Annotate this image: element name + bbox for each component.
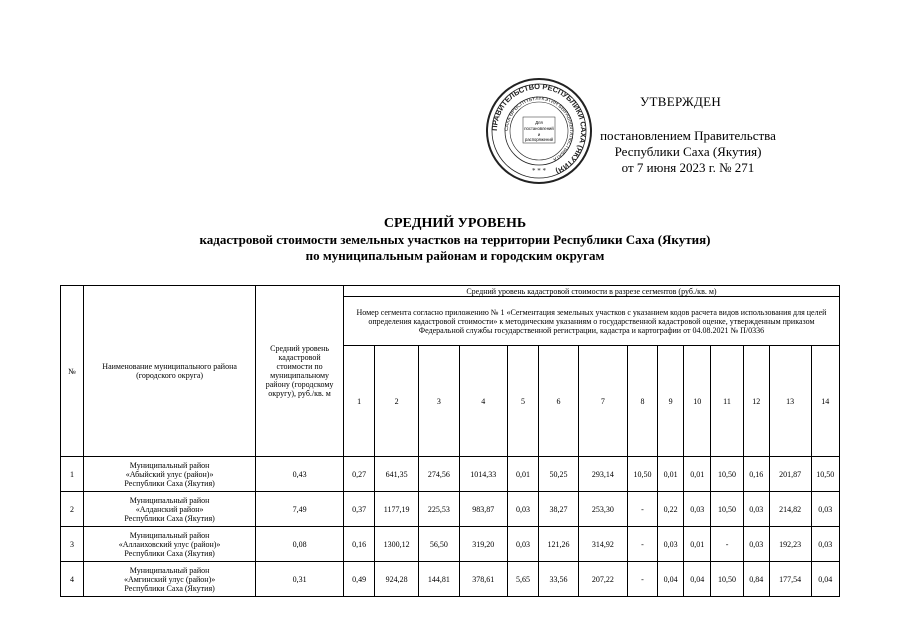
table-row: [61, 457, 840, 492]
segment-value: 10,50: [711, 492, 743, 527]
segment-value: 0,03: [743, 527, 769, 562]
segment-value: 378,61: [459, 562, 507, 597]
official-seal-icon: [485, 77, 593, 185]
segment-number-header: 8: [627, 346, 657, 457]
segment-value: -: [627, 562, 657, 597]
segment-value: -: [711, 527, 743, 562]
header-segment-numbers: Номер сегмента согласно приложению № 1 «Сегментация земельных участков с указанием кодов расчета видов использования для целей определения кадастровой стоимости» к методическим указаниям о государственной кадастровой оценке, утвержденным приказом Федеральной службы государственной регистрации, кадастра и картографии от 04.08.2021 № П/0336: [343, 297, 839, 346]
segment-value: 0,03: [811, 527, 839, 562]
segment-number-header: 10: [684, 346, 711, 457]
segment-value: 0,03: [507, 527, 538, 562]
segment-value: 924,28: [375, 562, 419, 597]
segment-value: 0,04: [811, 562, 839, 597]
segment-value: 0,01: [684, 457, 711, 492]
segment-value: 0,37: [343, 492, 374, 527]
segment-value: 0,04: [684, 562, 711, 597]
segment-value: 10,50: [711, 562, 743, 597]
segment-value: 0,84: [743, 562, 769, 597]
segment-value: 253,30: [578, 492, 627, 527]
segment-value: 0,27: [343, 457, 374, 492]
svg-text:САХА ӨРӨСПҮҮБҮЛҮКЭТИН БЫРАБЫЫТ: САХА ӨРӨСПҮҮБҮЛҮКЭТИН БЫРАБЫЫТАЛЬСТЫБАТА: [503, 95, 575, 163]
svg-text:Для: Для: [535, 120, 543, 125]
segment-value: 319,20: [459, 527, 507, 562]
svg-text:* * *: * * *: [532, 167, 546, 175]
title-line-3: по муниципальным районам и городским округам: [305, 248, 605, 263]
segment-value: 144,81: [419, 562, 460, 597]
district-name-line: Республики Саха (Якутия): [124, 548, 215, 558]
segment-number-header: 9: [658, 346, 684, 457]
segment-value: 0,03: [507, 492, 538, 527]
district-name: [83, 492, 255, 527]
district-name-line: Республики Саха (Якутия): [124, 478, 215, 488]
segment-value: 38,27: [539, 492, 579, 527]
header-name: Наименование муниципального района (городского округа): [83, 286, 255, 457]
title-line-2: кадастровой стоимости земельных участков на территории Республики Саха (Якутия): [199, 232, 711, 247]
segment-value: 0,01: [658, 457, 684, 492]
segment-number-header: 13: [769, 346, 811, 457]
average-value: 0,43: [256, 457, 344, 492]
district-name: [83, 562, 255, 597]
segment-value: -: [627, 527, 657, 562]
table-row: [61, 527, 840, 562]
segment-value: 192,23: [769, 527, 811, 562]
district-name-line: Республики Саха (Якутия): [124, 513, 215, 523]
segment-value: 0,16: [343, 527, 374, 562]
approval-line: от 7 июня 2023 г. № 271: [621, 160, 755, 175]
segment-value: 641,35: [375, 457, 419, 492]
table-row: [61, 492, 840, 527]
district-name-line: «Амгинский улус (район)»: [123, 574, 216, 584]
segment-number-header: 6: [539, 346, 579, 457]
document-title: [100, 216, 810, 264]
segment-value: 0,01: [507, 457, 538, 492]
segment-value: 1014,33: [459, 457, 507, 492]
table-row: [61, 562, 840, 597]
district-name-line: Муниципальный район: [129, 530, 210, 540]
segment-number-header: 2: [375, 346, 419, 457]
svg-text:распоряжений: распоряжений: [524, 137, 554, 142]
segment-number-header: 12: [743, 346, 769, 457]
segment-value: 0,03: [684, 492, 711, 527]
district-name-line: «Абыйский улус (район)»: [125, 469, 214, 479]
segment-value: 0,22: [658, 492, 684, 527]
row-number: 1: [61, 457, 84, 492]
segment-value: 1300,12: [375, 527, 419, 562]
segment-value: 10,50: [811, 457, 839, 492]
segment-number-header: 4: [459, 346, 507, 457]
segment-value: 0,03: [811, 492, 839, 527]
approval-title: УТВЕРЖДЕН: [640, 94, 722, 109]
segment-value: 0,03: [743, 492, 769, 527]
segment-value: 207,22: [578, 562, 627, 597]
segment-number-header: 14: [811, 346, 839, 457]
segment-value: 10,50: [711, 457, 743, 492]
segment-value: 214,82: [769, 492, 811, 527]
segment-number-header: 1: [343, 346, 374, 457]
row-number: 3: [61, 527, 84, 562]
segment-number-header: 11: [711, 346, 743, 457]
approval-line: постановлением Правительства: [600, 128, 776, 143]
approval-details: [583, 128, 793, 176]
average-value: 7,49: [256, 492, 344, 527]
district-name-line: Муниципальный район: [129, 565, 210, 575]
header-average: Средний уровень кадастровой стоимости по муниципальному району (городскому округу), руб./кв. м: [256, 286, 344, 457]
segment-number-header: 7: [578, 346, 627, 457]
segment-value: 121,26: [539, 527, 579, 562]
district-name-line: «Аллаиховский улус (район)»: [118, 539, 221, 549]
header-segments: Средний уровень кадастровой стоимости в разрезе сегментов (руб./кв. м): [343, 286, 839, 297]
row-number: 2: [61, 492, 84, 527]
segment-value: 56,50: [419, 527, 460, 562]
segment-value: 0,04: [658, 562, 684, 597]
segment-value: 983,87: [459, 492, 507, 527]
segment-value: 33,56: [539, 562, 579, 597]
segment-value: -: [627, 492, 657, 527]
average-value: 0,31: [256, 562, 344, 597]
segment-value: 293,14: [578, 457, 627, 492]
district-name: [83, 527, 255, 562]
segment-value: 5,65: [507, 562, 538, 597]
row-number: 4: [61, 562, 84, 597]
segment-value: 0,16: [743, 457, 769, 492]
approval-line: Республики Саха (Якутия): [614, 144, 762, 159]
segment-value: 225,53: [419, 492, 460, 527]
segment-value: 0,01: [684, 527, 711, 562]
district-name-line: «Алданский район»: [135, 504, 204, 514]
district-name-line: Республики Саха (Якутия): [124, 583, 215, 593]
segment-value: 274,56: [419, 457, 460, 492]
header-number: №: [61, 286, 84, 457]
segment-value: 0,49: [343, 562, 374, 597]
cadastral-value-table: [60, 285, 840, 597]
segment-value: 201,87: [769, 457, 811, 492]
svg-text:постановлений: постановлений: [524, 126, 554, 131]
segment-value: 1177,19: [375, 492, 419, 527]
segment-number-header: 3: [419, 346, 460, 457]
district-name-line: Муниципальный район: [129, 460, 210, 470]
district-name-line: Муниципальный район: [129, 495, 210, 505]
district-name: [83, 457, 255, 492]
segment-value: 0,03: [658, 527, 684, 562]
average-value: 0,08: [256, 527, 344, 562]
segment-number-header: 5: [507, 346, 538, 457]
svg-text:и: и: [537, 132, 541, 137]
segment-value: 10,50: [627, 457, 657, 492]
segment-value: 177,54: [769, 562, 811, 597]
title-line-1: СРЕДНИЙ УРОВЕНЬ: [383, 216, 527, 231]
segment-value: 314,92: [578, 527, 627, 562]
svg-text:ПРАВИТЕЛЬСТВО РЕСПУБЛИКИ САХА: ПРАВИТЕЛЬСТВО РЕСПУБЛИКИ САХА (ЯКУТИЯ): [489, 81, 589, 177]
segment-value: 50,25: [539, 457, 579, 492]
